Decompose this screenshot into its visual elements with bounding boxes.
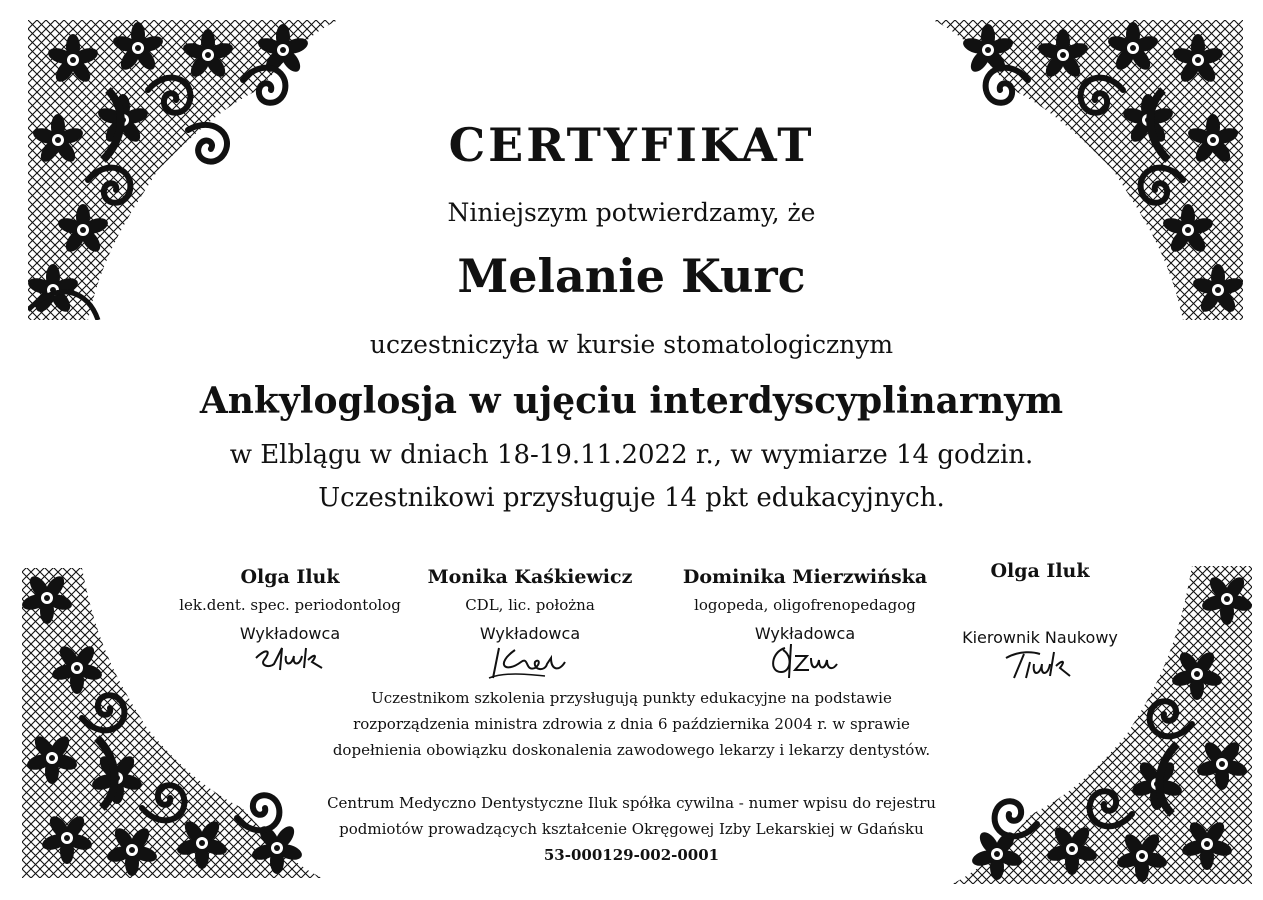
recipient-name: Melanie Kurc: [457, 249, 806, 303]
education-points: Uczestnikowi przysługuje 14 pkt edukacyjnych.: [318, 483, 945, 513]
signatory-credentials: lek.dent. spec. periodontolog: [179, 596, 401, 614]
signatory-role: Wykładowca: [479, 624, 581, 643]
signatory-name: Dominika Mierzwińska: [682, 566, 928, 588]
provider-note-line: podmiotów prowadzących kształcenie Okręgowej Izby Lekarskiej w Gdańsku: [339, 820, 924, 838]
legal-note-line: dopełnienia obowiązku doskonalenia zawodowego lekarzy i lekarzy dentystów.: [332, 741, 931, 759]
handwritten-signature: [765, 642, 845, 682]
legal-note: [0, 685, 1263, 763]
certificate-title: CERTYFIKAT: [448, 118, 815, 172]
handwritten-signature: [1000, 648, 1080, 682]
signatory-name: Olga Iluk: [240, 566, 340, 588]
legal-note-line: rozporządzenia ministra zdrowia z dnia 6 października 2004 r. w sprawie: [353, 715, 910, 733]
handwritten-signature: [252, 644, 328, 674]
signatory-block: [135, 566, 445, 676]
signatory-role: Wykładowca: [239, 624, 341, 643]
signatory-name: Monika Kaśkiewicz: [427, 566, 633, 588]
intro-line: Niniejszym potwierdzamy, że: [447, 198, 816, 227]
registry-number: 53-000129-002-0001: [543, 846, 720, 864]
course-name: Ankyloglosja w ujęciu interdyscyplinarnym: [199, 380, 1064, 422]
signatory-credentials: logopeda, oligofrenopedagog: [694, 596, 916, 614]
course-details: w Elblągu w dniach 18-19.11.2022 r., w wymiarze 14 godzin.: [229, 440, 1034, 470]
provider-note-line: Centrum Medyczno Dentystyczne Iluk spółka cywilna - numer wpisu do rejestru: [327, 794, 936, 812]
handwritten-signature: [485, 644, 575, 684]
signatory-block: [405, 566, 655, 686]
signatory-name: Olga Iluk: [990, 560, 1090, 582]
signatory-credentials: CDL, lic. położna: [465, 596, 595, 614]
signatory-block: [670, 566, 940, 686]
signatory-role: Kierownik Naukowy: [962, 628, 1118, 647]
legal-note-line: Uczestnikom szkolenia przysługują punkty edukacyjne na podstawie: [371, 689, 892, 707]
provider-note: [0, 790, 1263, 868]
signatory-role: Wykładowca: [754, 624, 856, 643]
signatory-block: [940, 560, 1140, 690]
course-intro: uczestniczyła w kursie stomatologicznym: [369, 330, 894, 359]
